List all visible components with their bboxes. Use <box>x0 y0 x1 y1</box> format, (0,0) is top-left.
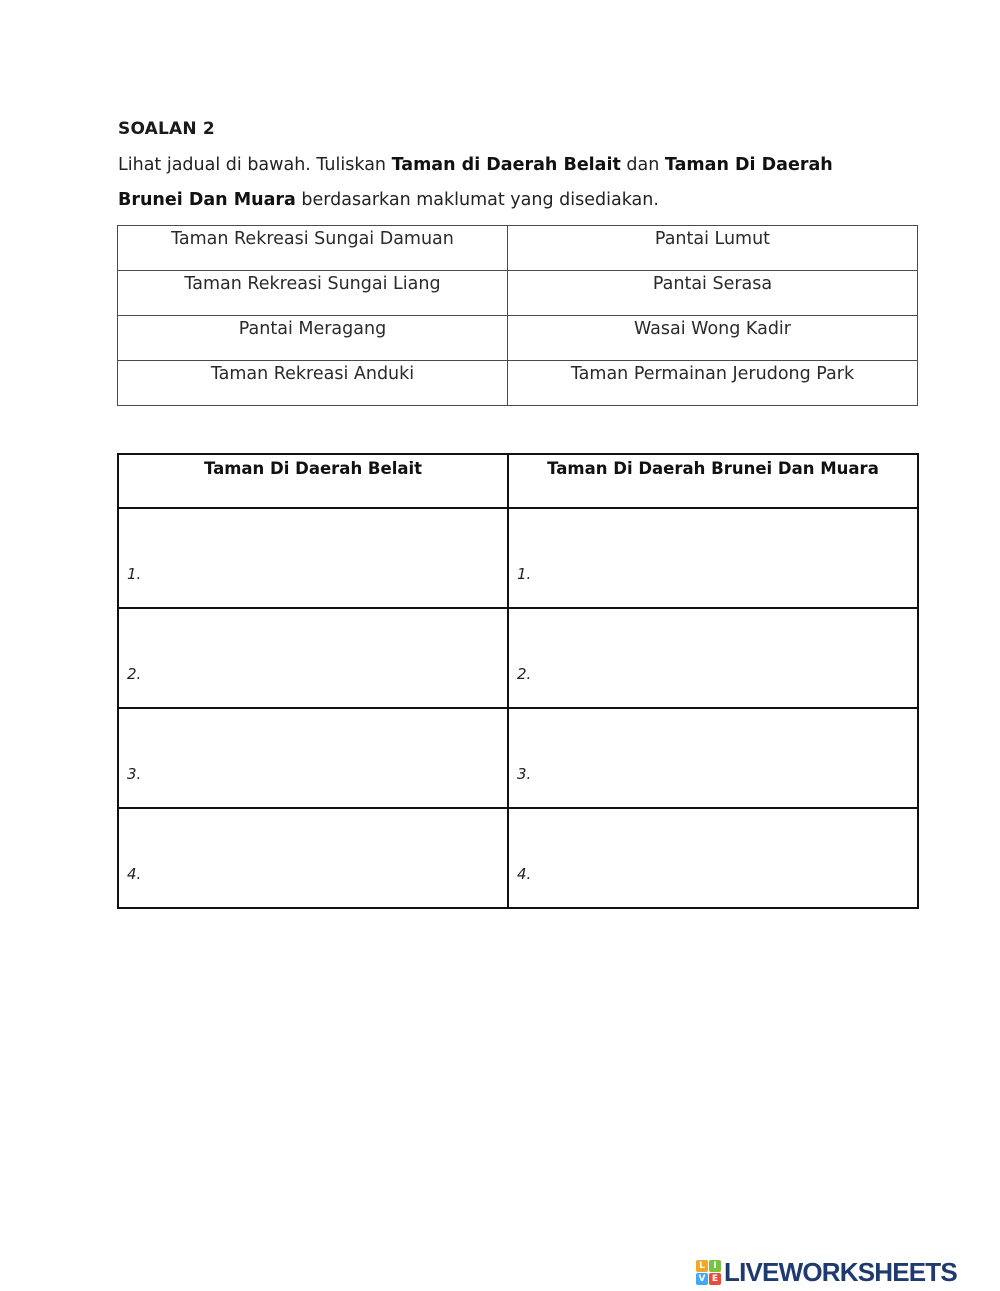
instruction-line-1: Lihat jadual di bawah. Tuliskan Taman di Daerah Belait dan Taman Di Daerah <box>118 155 833 175</box>
answer-field-belait-4[interactable] <box>118 808 508 908</box>
row-number: 4. <box>517 865 532 883</box>
reference-row <box>118 361 918 406</box>
header-brunei-muara: Taman Di Daerah Brunei Dan Muara <box>508 454 918 508</box>
answer-field-brunei-4[interactable] <box>508 808 918 908</box>
logo-letter: V <box>696 1273 708 1285</box>
answer-field-belait-2[interactable] <box>118 608 508 708</box>
answer-field-belait-3[interactable] <box>118 708 508 808</box>
row-number: 3. <box>127 765 142 783</box>
reference-row <box>118 226 918 271</box>
answer-field-brunei-3[interactable] <box>508 708 918 808</box>
reference-table <box>117 225 918 406</box>
instruction-line-2: Brunei Dan Muara berdasarkan maklumat yang disediakan. <box>118 190 659 210</box>
row-number: 1. <box>517 565 532 583</box>
row-number: 2. <box>517 665 532 683</box>
row-number: 2. <box>127 665 142 683</box>
reference-cell: Taman Permainan Jerudong Park <box>508 361 918 406</box>
reference-cell: Wasai Wong Kadir <box>508 316 918 361</box>
header-belait: Taman Di Daerah Belait <box>118 454 508 508</box>
row-number: 4. <box>127 865 142 883</box>
reference-cell: Pantai Serasa <box>508 271 918 316</box>
question-heading: SOALAN 2 <box>118 119 215 139</box>
reference-row <box>118 271 918 316</box>
answer-field-belait-1[interactable] <box>118 508 508 608</box>
reference-cell: Taman Rekreasi Sungai Liang <box>118 271 508 316</box>
logo-letter: L <box>696 1260 708 1272</box>
row-number: 1. <box>127 565 142 583</box>
brand-name: LIVEWORKSHEETS <box>724 1256 957 1287</box>
reference-cell: Pantai Meragang <box>118 316 508 361</box>
reference-row <box>118 316 918 361</box>
answer-row <box>118 808 918 908</box>
answer-row <box>118 608 918 708</box>
liveworksheets-logo <box>696 1257 957 1287</box>
logo-letter: I <box>709 1260 721 1272</box>
logo-letter: E <box>709 1273 721 1285</box>
reference-cell: Taman Rekreasi Sungai Damuan <box>118 226 508 271</box>
answer-row <box>118 708 918 808</box>
answer-field-brunei-2[interactable] <box>508 608 918 708</box>
reference-cell: Taman Rekreasi Anduki <box>118 361 508 406</box>
answer-row <box>118 508 918 608</box>
row-number: 3. <box>517 765 532 783</box>
answer-field-brunei-1[interactable] <box>508 508 918 608</box>
reference-cell: Pantai Lumut <box>508 226 918 271</box>
answer-table <box>117 453 919 909</box>
answer-header-row <box>118 454 918 508</box>
liveworksheets-icon <box>696 1260 721 1285</box>
